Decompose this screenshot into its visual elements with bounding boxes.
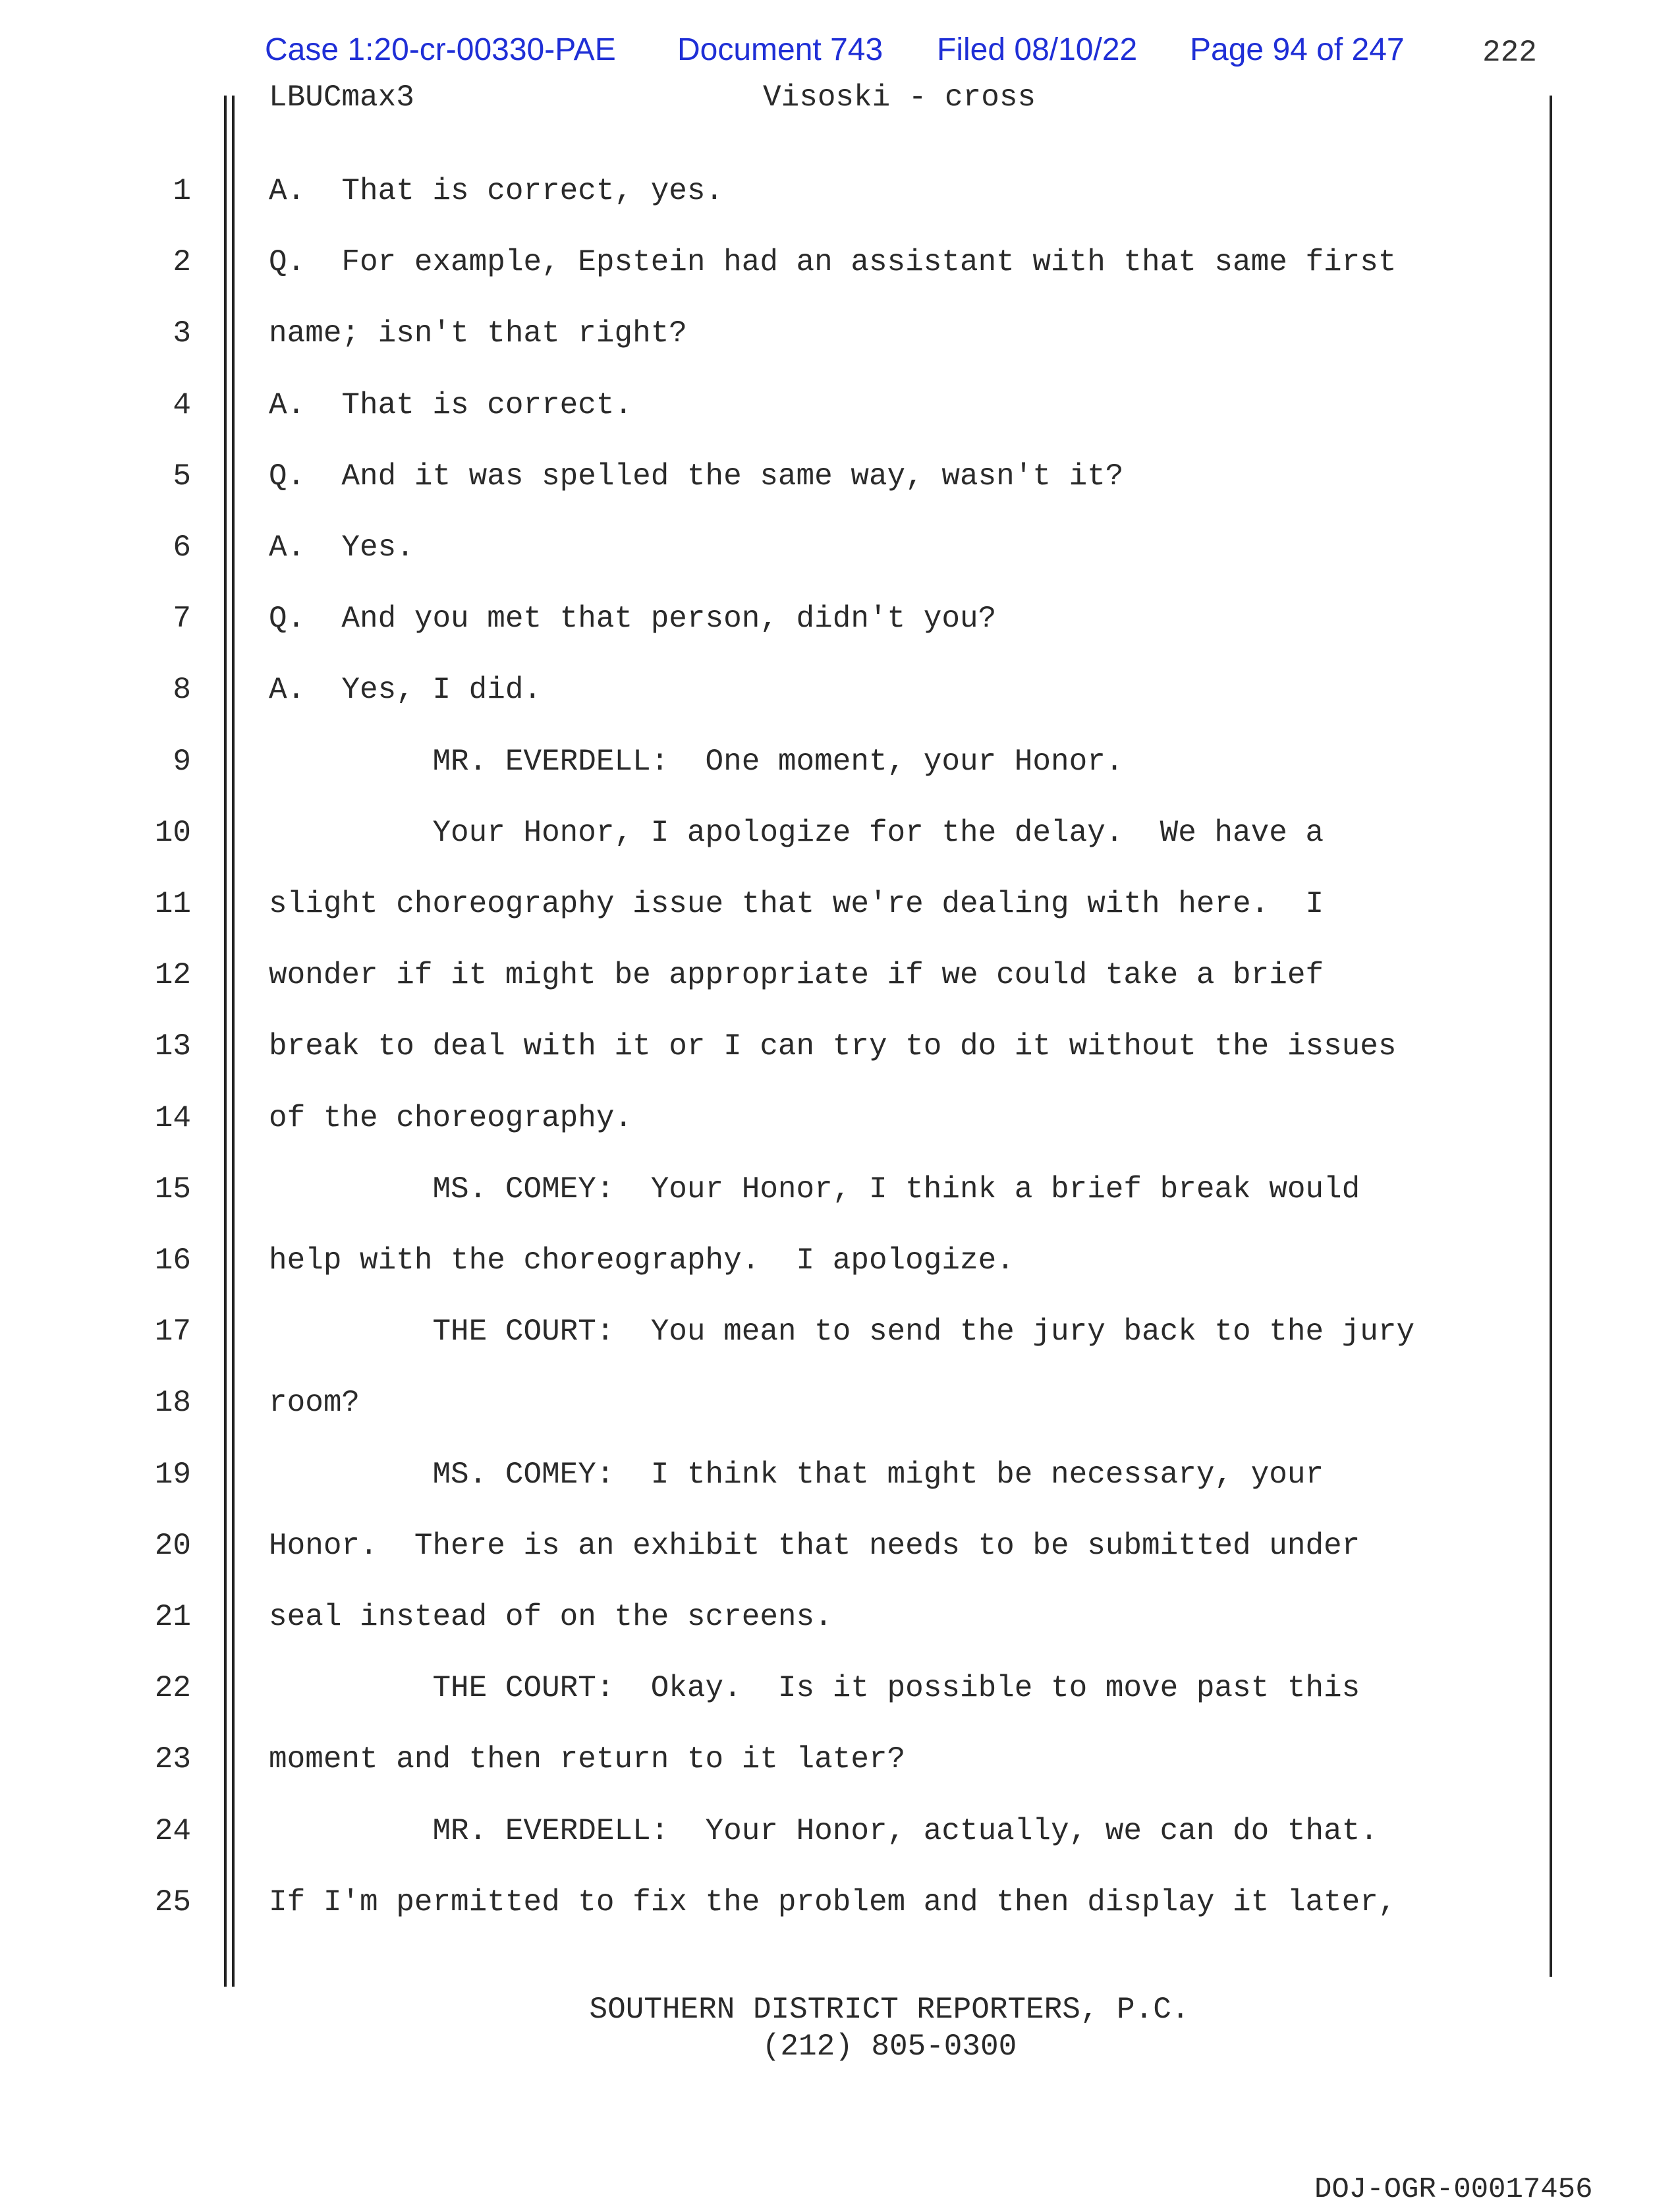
transcript-line: Q. And it was spelled the same way, wasn't it?	[269, 459, 1124, 494]
transcript-line: A. That is correct.	[269, 388, 633, 422]
line-number: 1	[173, 174, 191, 208]
transcript-line: THE COURT: Okay. Is it possible to move past this	[269, 1671, 1360, 1705]
line-number: 9	[173, 745, 191, 779]
transcript-line: moment and then return to it later?	[269, 1742, 906, 1776]
transcript-line: A. Yes.	[269, 530, 414, 565]
right-margin-rule	[1550, 96, 1552, 1977]
transcript-line: help with the choreography. I apologize.	[269, 1243, 1015, 1278]
transcript-line: A. That is correct, yes.	[269, 174, 724, 208]
transcript-line: Q. For example, Epstein had an assistant with that same first	[269, 245, 1397, 279]
transcript-line: slight choreography issue that we're dealing with here. I	[269, 887, 1324, 921]
transcript-page-number: 222	[1482, 36, 1537, 70]
transcript-line: of the choreography.	[269, 1101, 633, 1135]
reporter-footer	[0, 1991, 1680, 2065]
reporter-phone: (212) 805-0300	[762, 2029, 1017, 2064]
line-number: 14	[154, 1101, 191, 1135]
file-code: LBUCmax3	[269, 80, 414, 115]
transcript-line: MS. COMEY: I think that might be necessary, your	[269, 1458, 1324, 1492]
case-number: Case 1:20-cr-00330-PAE	[265, 32, 616, 67]
filed-date: Filed 08/10/22	[937, 32, 1138, 67]
line-number: 4	[173, 388, 191, 422]
transcript-line: name; isn't that right?	[269, 316, 687, 351]
transcript-line: Q. And you met that person, didn't you?	[269, 602, 997, 636]
line-number: 13	[154, 1029, 191, 1063]
transcript-line: MR. EVERDELL: Your Honor, actually, we can do that.	[269, 1814, 1378, 1848]
line-number: 25	[154, 1885, 191, 1919]
line-number: 10	[154, 816, 191, 850]
line-number: 2	[173, 245, 191, 279]
line-number: 7	[173, 602, 191, 636]
transcript-line: Your Honor, I apologize for the delay. We have a	[269, 816, 1324, 850]
document-number: Document 743	[677, 32, 883, 67]
bates-number: DOJ-OGR-00017456	[1314, 2173, 1593, 2206]
transcript-line: room?	[269, 1386, 360, 1420]
transcript-line: seal instead of on the screens.	[269, 1600, 833, 1634]
transcript-line: Honor. There is an exhibit that needs to be submitted under	[269, 1529, 1360, 1563]
line-number: 23	[154, 1742, 191, 1776]
transcript-line: THE COURT: You mean to send the jury back to the jury	[269, 1315, 1415, 1349]
line-number: 24	[154, 1814, 191, 1848]
reporter-name: SOUTHERN DISTRICT REPORTERS, P.C.	[589, 1993, 1190, 2027]
left-margin-rule-inner	[232, 96, 235, 1987]
line-number: 6	[173, 530, 191, 565]
transcript-line: MR. EVERDELL: One moment, your Honor.	[269, 745, 1124, 779]
line-number: 8	[173, 673, 191, 707]
line-number: 17	[154, 1315, 191, 1349]
line-number: 16	[154, 1243, 191, 1278]
line-number: 12	[154, 958, 191, 992]
left-margin-rule-outer	[224, 96, 227, 1987]
line-number: 18	[154, 1386, 191, 1420]
line-number: 22	[154, 1671, 191, 1705]
line-number: 15	[154, 1172, 191, 1206]
line-number: 11	[154, 887, 191, 921]
transcript-line: MS. COMEY: Your Honor, I think a brief break would	[269, 1172, 1360, 1206]
transcript-line: A. Yes, I did.	[269, 673, 542, 707]
witness-heading: Visoski - cross	[763, 80, 1036, 115]
transcript-line: If I'm permitted to fix the problem and then display it later,	[269, 1885, 1397, 1919]
line-number: 20	[154, 1529, 191, 1563]
line-number: 3	[173, 316, 191, 351]
line-number: 5	[173, 459, 191, 494]
line-number: 19	[154, 1458, 191, 1492]
transcript-line: wonder if it might be appropriate if we could take a brief	[269, 958, 1324, 992]
document-header	[0, 32, 1680, 71]
transcript-line: break to deal with it or I can try to do it without the issues	[269, 1029, 1397, 1063]
line-number: 21	[154, 1600, 191, 1634]
page-indicator: Page 94 of 247	[1190, 32, 1405, 67]
